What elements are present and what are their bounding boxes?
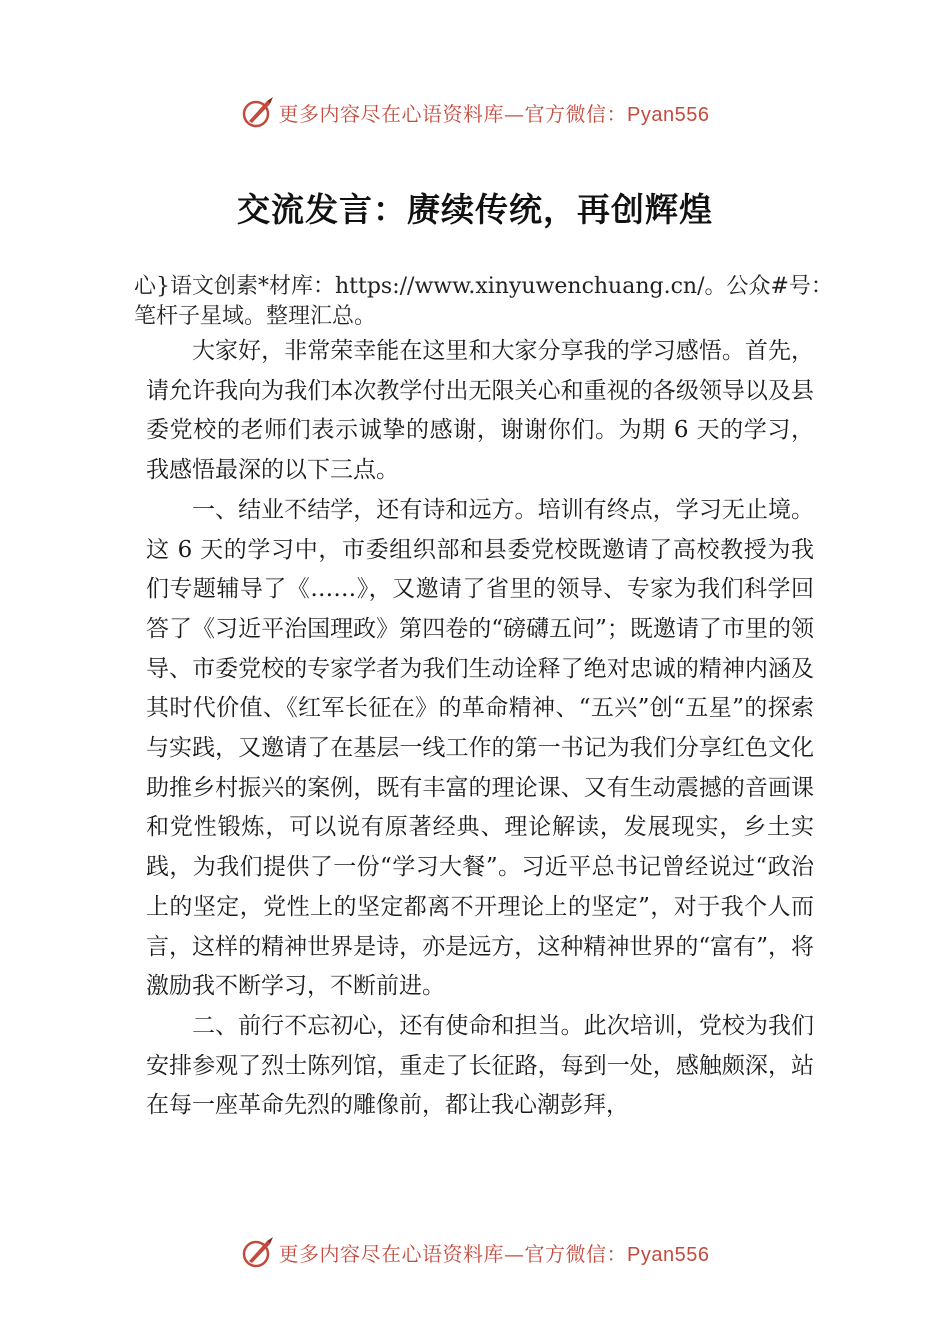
banner-text: 更多内容尽在心语资料库—官方微信：Pyan556	[278, 1241, 710, 1266]
header-banner	[0, 92, 950, 132]
paragraph: 大家好，非常荣幸能在这里和大家分享我的学习感悟。首先，请允许我向为我们本次教学付出无限关心和重视的各级领导以及县委党校的老师们表示诚挚的感谢，谢谢你们。为期 6 天的学习，我感悟最深的以下三点。	[146, 338, 814, 484]
source-note: 心}语文创素*材库：https://www.xinyuwenchuang.cn/。公众#号：笔杆子星域。整理汇总。	[134, 274, 833, 329]
document-body	[146, 332, 814, 1126]
quill-pen-icon	[241, 95, 275, 129]
banner-contact: Pyan556	[627, 103, 710, 126]
banner-contact: Pyan556	[627, 1243, 710, 1266]
banner-text: 更多内容尽在心语资料库—官方微信：Pyan556	[278, 101, 710, 126]
document-title: 交流发言：赓续传统，再创辉煌	[237, 190, 713, 229]
paragraph: 一、结业不结学，还有诗和远方。培训有终点，学习无止境。这 6 天的学习中，市委组织部和县委党校既邀请了高校教授为我们专题辅导了《……》，又邀请了省里的领导、专家为我们科学回答了《习近平治国理政》第四卷的“磅礴五问”；既邀请了市里的领导、市委党校的专家学者为我们生动诠释了绝对忠诚的精神内涵及其时代价值、《红军长征在》的革命精神、“五兴”创“五星”的探索与实践，又邀请了在基层一线工作的第一书记为我们分享红色文化助推乡村振兴的案例，既有丰富的理论课、又有生动震撼的音画课和党性锻炼，可以说有原著经典、理论解读，发展现实，乡土实践，为我们提供了一份“学习大餐”。习近平总书记曾经说过“政治上的坚定，党性上的坚定都离不开理论上的坚定”，对于我个人而言，这样的精神世界是诗，亦是远方，这种精神世界的“富有”，将激励我不断学习，不断前进。	[146, 496, 814, 1000]
footer-banner	[0, 1232, 950, 1272]
paragraph: 二、前行不忘初心，还有使命和担当。此次培训，党校为我们安排参观了烈士陈列馆，重走了长征路，每到一处，感触颇深，站在每一座革命先烈的雕像前，都让我心潮彭拜，	[146, 1012, 814, 1119]
quill-pen-icon	[241, 1235, 275, 1269]
